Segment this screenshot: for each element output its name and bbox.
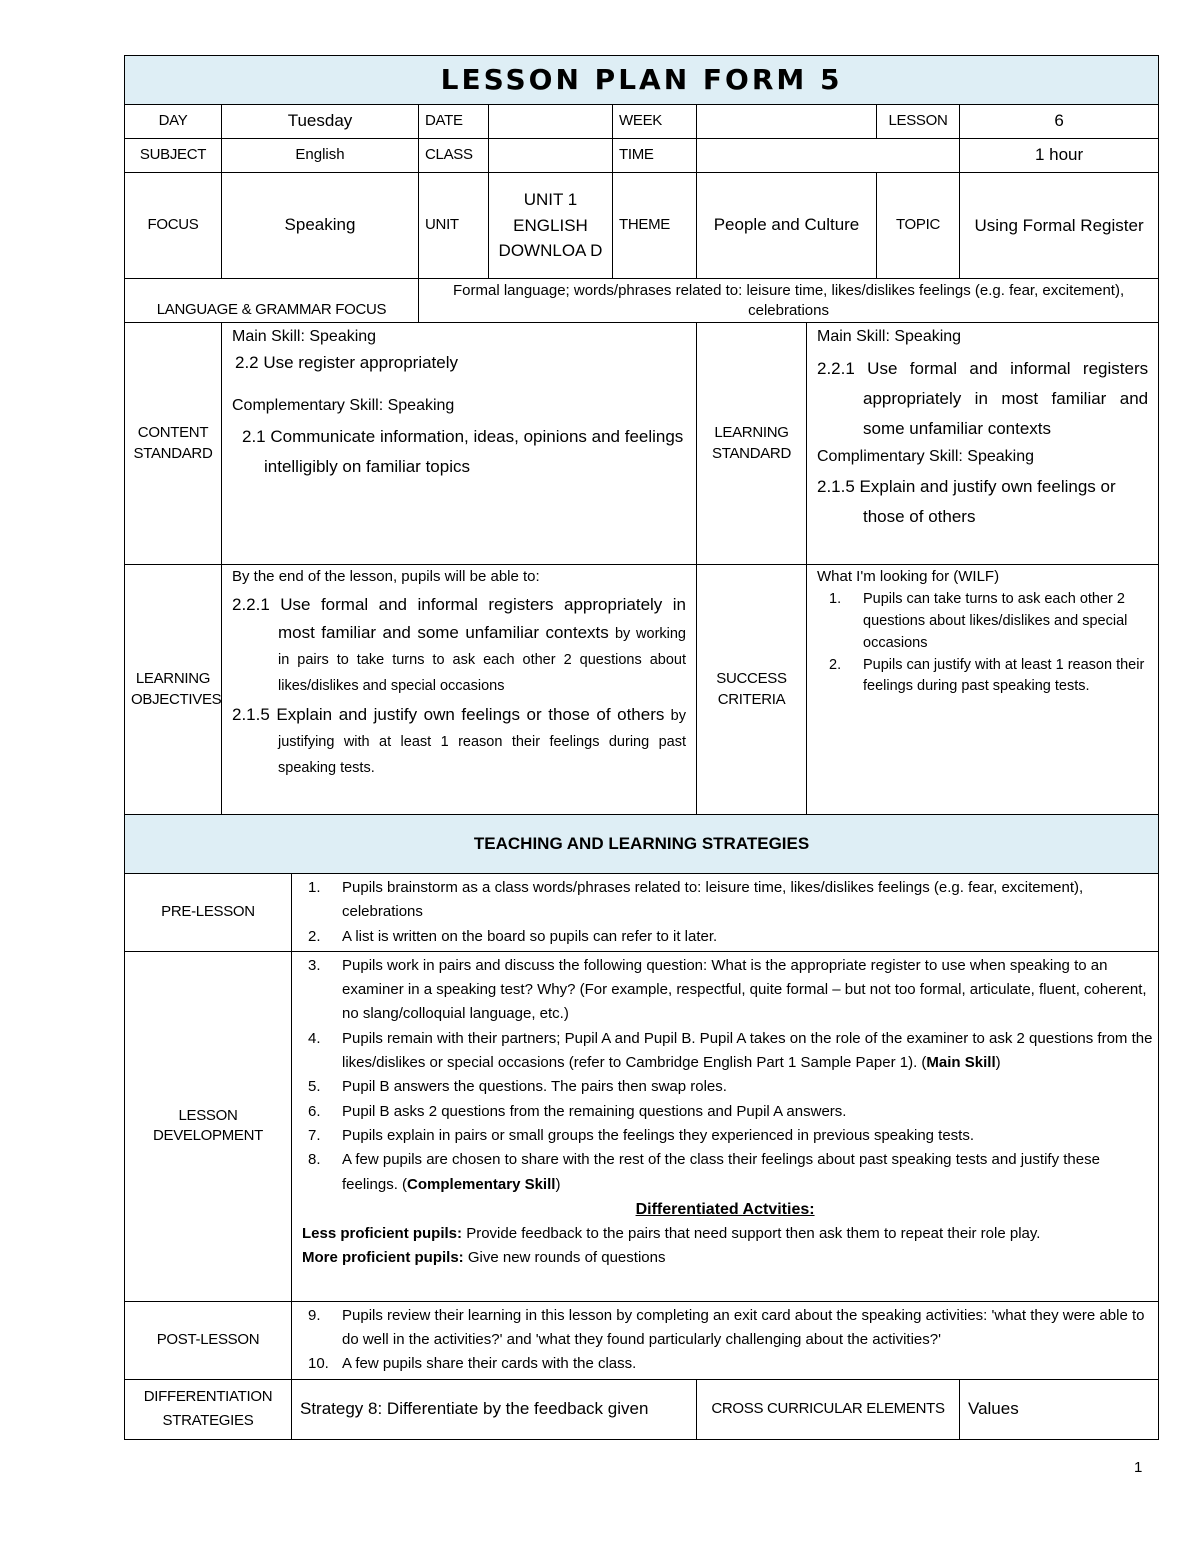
objective-2-main: 2.1.5 Explain and justify own feelings or those of others: [232, 704, 665, 724]
week-value: [697, 105, 877, 139]
focus-label: FOCUS: [125, 173, 222, 279]
duration-value: 1 hour: [960, 139, 1159, 173]
grammar-focus-label: LANGUAGE & GRAMMAR FOCUS: [125, 279, 419, 323]
comp-skill-label: Complementary Skill:: [232, 396, 384, 414]
cross-curricular-label: CROSS CURRICULAR ELEMENTS: [697, 1379, 960, 1439]
objective-1-main: 2.2.1 Use formal and informal registers appropriately in most familiar and some unfamiliar contexts: [232, 595, 686, 643]
lesson-plan-table: [124, 55, 1159, 1440]
cross-curricular-value: Values: [960, 1379, 1159, 1439]
post-lesson-label: POST-LESSON: [125, 1301, 292, 1379]
objectives-intro: By the end of the lesson, pupils will be able to:: [232, 568, 540, 585]
date-label: DATE: [419, 105, 489, 139]
learning-standard-cell: [807, 323, 1159, 565]
objective-2-rest: by justifying with at least 1 reason their feelings during past speaking tests.: [278, 707, 686, 776]
form-title: LESSON PLAN FORM 5: [125, 56, 1159, 105]
time-label: TIME: [613, 139, 697, 173]
list-item: 6. Pupil B asks 2 questions from the remaining questions and Pupil A answers.: [308, 1102, 847, 1120]
less-proficient-label: Less proficient pupils:: [302, 1225, 463, 1243]
differentiation-strategies-label: DIFFERENTIATION STRATEGIES: [125, 1379, 292, 1439]
comp-skill-value: Speaking: [387, 396, 455, 414]
unit-label: UNIT: [419, 173, 489, 279]
list-item: 4. Pupils remain with their partners; Pupil A and Pupil B. Pupil A takes on the role of the examiner to ask 2 questions from the likes/dislikes or special occasions (refer to Cambridge English Part 1 Sample Paper 1). (Main Skill): [308, 1029, 1153, 1072]
day-value: Tuesday: [222, 105, 419, 139]
focus-value: Speaking: [222, 173, 419, 279]
success-criteria-label: SUCCESS CRITERIA: [697, 565, 807, 815]
date-value: [489, 105, 613, 139]
list-item: 7. Pupils explain in pairs or small groups the feelings they experienced in previous speaking tests.: [308, 1126, 975, 1144]
list-item: 8. A few pupils are chosen to share with the rest of the class their feelings about past speaking tests and justify these feelings. (Complementary Skill): [308, 1151, 1100, 1193]
time-value: [697, 139, 960, 173]
objective-1-rest: by working in pairs to take turns to ask each other 2 questions about likes/dislikes and special occasions: [278, 626, 686, 694]
success-criteria-cell: [807, 565, 1159, 815]
ls-main-skill-value: Speaking: [894, 328, 962, 345]
learning-objectives-label: LEARNING OBJECTIVES: [125, 565, 222, 815]
ls-comp-skill-label: Complimentary Skill:: [817, 448, 963, 466]
lesson-plan-form: [124, 55, 1158, 1440]
learning-standard-label: LEARNING STANDARD: [697, 323, 807, 565]
class-label: CLASS: [419, 139, 489, 173]
main-skill-label: Main Skill:: [232, 328, 305, 345]
more-proficient-label: More proficient pupils:: [302, 1249, 464, 1267]
pre-lesson-cell: [292, 874, 1159, 952]
differentiated-activities-title: Differentiated Actvities:: [635, 1200, 815, 1218]
ls-main-skill-label: Main Skill:: [817, 328, 890, 345]
ls-main-standard: 2.2.1 Use formal and informal registers appropriately in most familiar and some unfamiliar contexts: [817, 358, 1149, 439]
pre-lesson-label: PRE-LESSON: [125, 874, 292, 952]
main-skill-value: Speaking: [309, 328, 377, 345]
list-item: 5. Pupil B answers the questions. The pairs then swap roles.: [308, 1078, 727, 1096]
list-item: 2. A list is written on the board so pupils can refer to it later.: [308, 927, 718, 945]
topic-value: Using Formal Register: [960, 173, 1159, 279]
less-proficient-text: Provide feedback to the pairs that need support then ask them to repeat their role play.: [466, 1225, 1041, 1243]
list-item: 9. Pupils review their learning in this lesson by completing an exit card about the speaking activities: 'what they were able to do well in the activities?' and 'what they found particularly challenging about the activities?': [308, 1306, 1145, 1349]
differentiation-strategies-value: Strategy 8: Differentiate by the feedback given: [292, 1379, 697, 1439]
wilf-heading: What I'm looking for (WILF): [817, 568, 1000, 585]
list-item: 2. Pupils can justify with at least 1 reason their feelings during past speaking tests.: [829, 656, 1145, 695]
content-standard-cell: [222, 323, 697, 565]
list-item: 1. Pupils can take turns to ask each other 2 questions about likes/dislikes and special occasions: [829, 591, 1128, 651]
lesson-development-cell: [292, 951, 1159, 1301]
day-label: DAY: [125, 105, 222, 139]
content-main-standard: 2.2 Use register appropriately: [235, 352, 459, 372]
grammar-focus-value: Formal language; words/phrases related to: leisure time, likes/dislikes feelings (e.g. fear, excitement), celebrations: [419, 279, 1159, 323]
page-number: 1: [1134, 1459, 1143, 1476]
post-lesson-cell: [292, 1301, 1159, 1379]
class-value: [489, 139, 613, 173]
ls-comp-skill-value: Speaking: [967, 448, 1034, 466]
more-proficient-text: Give new rounds of questions: [467, 1249, 666, 1267]
week-label: WEEK: [613, 105, 697, 139]
theme-value: People and Culture: [697, 173, 877, 279]
ls-comp-standard: 2.1.5 Explain and justify own feelings or those of others: [817, 476, 1116, 527]
list-item: 10. A few pupils share their cards with the class.: [308, 1355, 637, 1373]
lesson-development-list: [296, 954, 1154, 1197]
lesson-label: LESSON: [877, 105, 960, 139]
success-criteria-list: [817, 589, 1148, 698]
pre-lesson-list: [296, 876, 1154, 949]
lesson-development-label: LESSON DEVELOPMENT: [125, 951, 292, 1301]
lesson-value: 6: [960, 105, 1159, 139]
topic-label: TOPIC: [877, 173, 960, 279]
theme-label: THEME: [613, 173, 697, 279]
subject-value: English: [222, 139, 419, 173]
content-comp-standard: 2.1 Communicate information, ideas, opinions and feelings intelligibly on familiar topics: [242, 427, 684, 476]
post-lesson-list: [296, 1304, 1154, 1377]
content-standard-label: CONTENT STANDARD: [125, 323, 222, 565]
list-item: 3. Pupils work in pairs and discuss the following question: What is the appropriate register to use when speaking to an examiner in a speaking test? Why? (For example, respectful, quite formal – but not too formal, articulate, fluent, coherent, no slang/colloquial language, etc.): [308, 956, 1147, 1023]
subject-label: SUBJECT: [125, 139, 222, 173]
strategies-heading: TEACHING AND LEARNING STRATEGIES: [125, 815, 1159, 874]
unit-value: UNIT 1 ENGLISH DOWNLOA D: [489, 173, 613, 279]
learning-objectives-cell: [222, 565, 697, 815]
list-item: 1. Pupils brainstorm as a class words/phrases related to: leisure time, likes/dislikes feelings (e.g. fear, excitement), celebrations: [308, 879, 1084, 921]
